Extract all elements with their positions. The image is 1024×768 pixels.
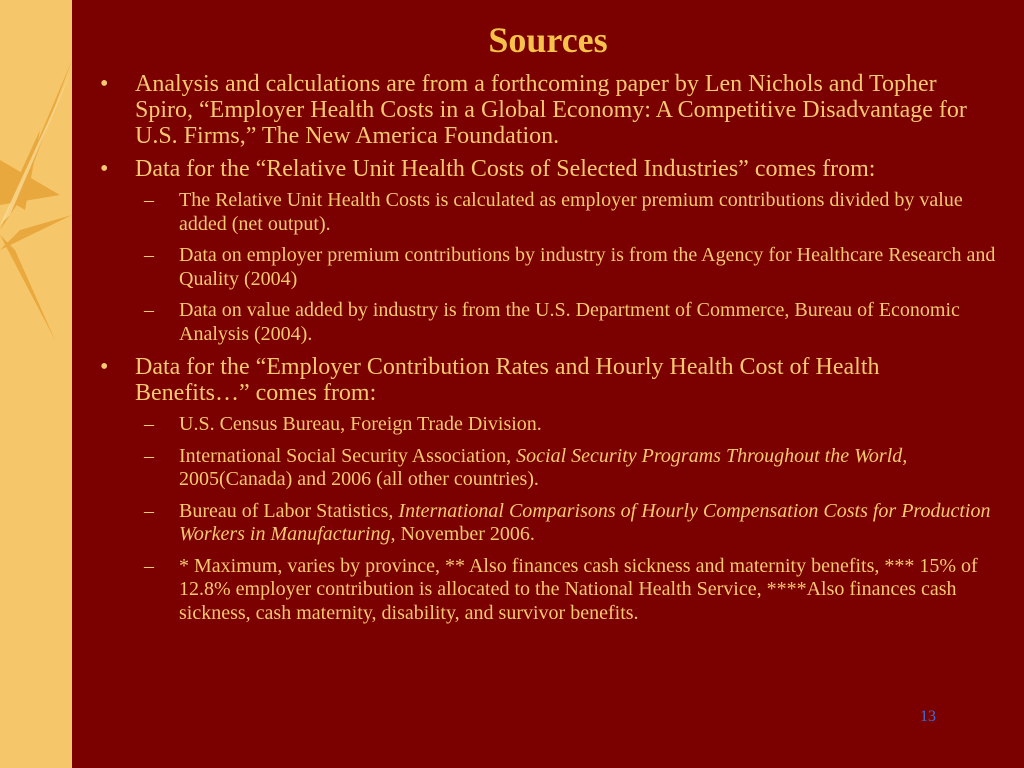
- sub-bullet-text: * Maximum, varies by province, ** Also finances cash sickness and maternity benefits, *** 15% of 12.8% employer contribution is allocated to the National Health Service, ****Also finances cash sickness, cash maternity, disability, and survivor benefits.: [179, 554, 978, 624]
- sub-bullet-item: [100, 189, 1000, 236]
- page-number: 13: [920, 708, 936, 725]
- sub-bullet-item: [100, 299, 1000, 346]
- bullet-marker: •: [100, 156, 109, 182]
- citation-suffix: , November 2006.: [390, 523, 535, 545]
- publication-title: International Comparisons of Hourly Compensation Costs for Production Workers in Manufacturing: [179, 499, 991, 545]
- sub-bullet-marker: –: [144, 244, 154, 266]
- sub-bullet-item: [100, 413, 1000, 437]
- sub-bullet-marker: –: [144, 413, 154, 435]
- sub-bullet-text: U.S. Census Bureau, Foreign Trade Division.: [179, 413, 542, 435]
- citation-suffix: 2005(Canada) and 2006 (all other countries).: [179, 468, 539, 490]
- bullet-item: [100, 354, 1000, 406]
- sub-bullet-marker: –: [144, 189, 154, 211]
- sub-bullet-marker: –: [144, 299, 154, 321]
- sub-bullet-marker: –: [144, 554, 154, 577]
- sub-bullet-text: The Relative Unit Health Costs is calculated as employer premium contributions divided by value added (net output).: [179, 189, 963, 235]
- sub-bullet-text: [179, 445, 907, 491]
- sub-bullet-text: Data on value added by industry is from the U.S. Department of Commerce, Bureau of Economic Analysis (2004).: [179, 299, 960, 345]
- bullet-text: Analysis and calculations are from a forthcoming paper by Len Nichols and Topher Spiro, “Employer Health Costs in a Global Economy: A Competitive Disadvantage for U.S. Firms,” The New America Foundation.: [135, 71, 967, 149]
- sub-bullet-marker: –: [144, 444, 154, 467]
- citation-prefix: International Social Security Association,: [179, 444, 517, 467]
- sub-bullet-text: Data on employer premium contributions by industry is from the Agency for Healthcare Research and Quality (2004): [179, 244, 996, 290]
- bullet-marker: •: [100, 71, 109, 97]
- bullet-text: Data for the “Relative Unit Health Costs of Selected Industries” comes from:: [135, 156, 876, 182]
- star-burst-icon: [0, 0, 72, 768]
- slide-content: [100, 71, 1000, 633]
- bullet-marker: •: [100, 354, 109, 380]
- citation-prefix: Bureau of Labor Statistics,: [179, 499, 399, 522]
- sub-bullet-item: [100, 500, 1000, 547]
- sub-bullet-item: [100, 244, 1000, 291]
- bullet-text: Data for the “Employer Contribution Rates and Hourly Health Cost of Health Benefits…” comes from:: [135, 354, 880, 406]
- sub-bullet-item: [100, 445, 1000, 492]
- decorative-side-band: [0, 0, 72, 768]
- bullet-item: [100, 71, 1000, 149]
- slide-title: Sources: [488, 20, 608, 60]
- bullet-item: [100, 156, 1000, 182]
- publication-title: Social Security Programs Throughout the World,: [516, 444, 908, 467]
- sub-bullet-text: [179, 500, 990, 546]
- sub-bullet-item: [100, 555, 1000, 626]
- sub-bullet-marker: –: [144, 499, 154, 522]
